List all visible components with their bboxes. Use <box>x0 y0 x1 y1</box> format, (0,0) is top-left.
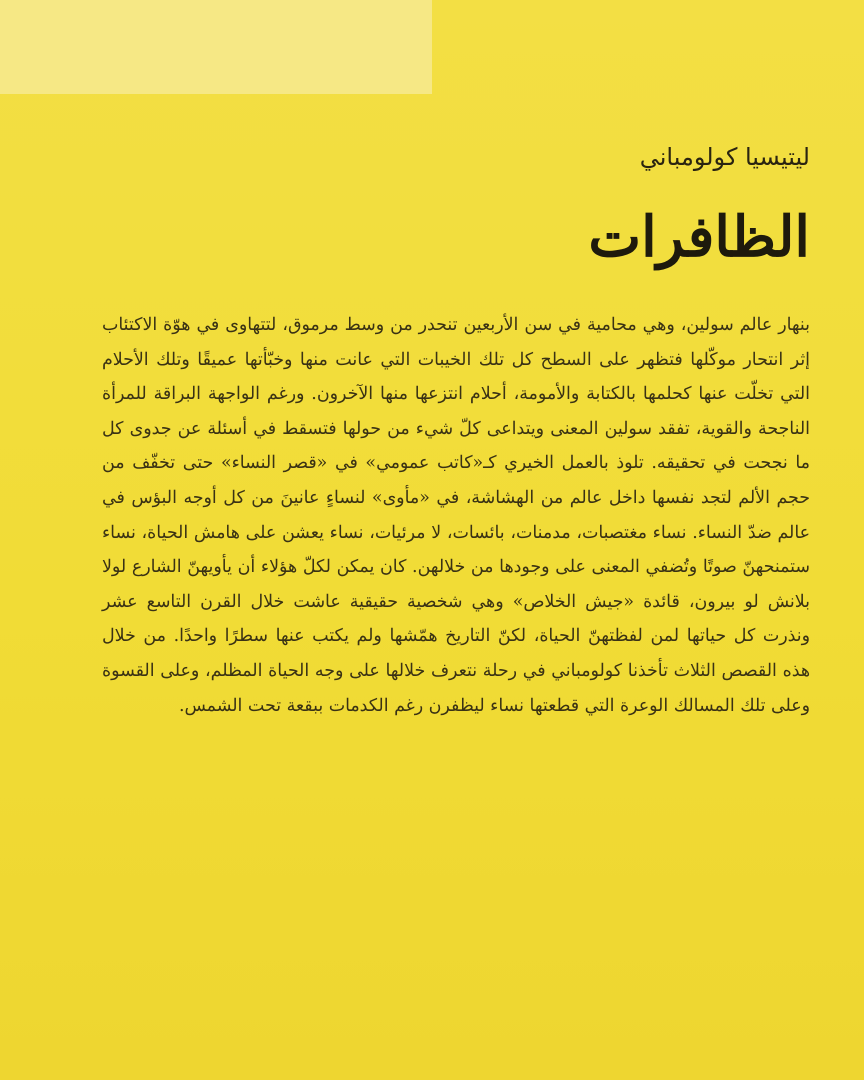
blurb-text: بنهار عالم سولين، وهي محامية في سن الأربعين تنحدر من وسط مرموق، لتتهاوى في هوّة الاكتئاب إثر انتحار موكّلها فتظهر على السطح كل تلك الخيبات التي عانت منها وخبّأتها عميقًا وتلك الأحلام التي تخلّت عنها كحلمها بالكتابة والأمومة، أحلام انتزعها منها الآخرون. ورغم الواجهة البراقة للمرأة الناجحة والقوية، تفقد سولين المعنى ويتداعى كلّ شيء من حولها فتسقط في أسئلة عن جدوى كل ما نجحت في تحقيقه. تلوذ بالعمل الخيري كـ«كاتب عمومي» في «قصر النساء» حتى تخفّف من حجم الألم لتجد نفسها داخل عالم من الهشاشة، في «مأوى» لنساءٍ عانينَ من كل أوجه البؤس في عالم ضدّ النساء. نساء مغتصبات، مدمنات، بائسات، لا مرئيات، نساء يعشن على هامش الحياة، نساء ستمنحهنّ صوتًا وتُضفي المعنى على وجودها من خلالهن. كان يمكن لكلّ هؤلاء أن يأويهنّ الشارع لولا بلانش لو بيرون، قائدة «جيش الخلاص» وهي شخصية حقيقية عاشت خلال القرن التاسع عشر ونذرت كل حياتها لمن لفظتهنّ الحياة، لكنّ التاريخ همّشها ولم يكتب عنها سطرًا واحدًا. من خلال هذه القصص الثلاث تأخذنا كولومباني في رحلة نتعرف خلالها على وجه الحياة المظلم، وعلى القسوة وعلى تلك المسالك الوعرة التي قطعتها نساء ليظفرن رغم الكدمات ببقعة تحت الشمس. <box>102 315 810 716</box>
author-name: ليتيسيا كولومباني <box>639 143 810 171</box>
faded-sticker-patch <box>0 0 432 94</box>
book-title: الظافرات <box>588 204 810 270</box>
book-back-cover <box>102 140 810 741</box>
